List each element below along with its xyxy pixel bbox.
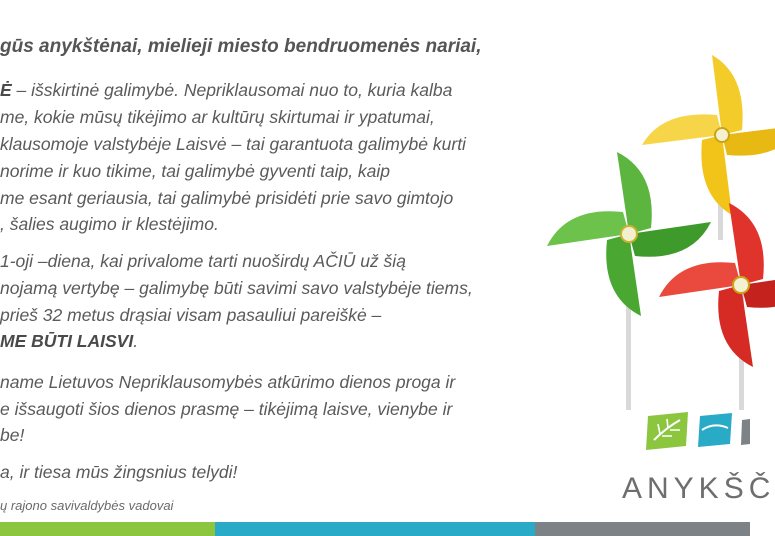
signature-line: ų rajono savivaldybės vadovai — [0, 498, 174, 513]
paragraph2-line3: prieš 32 metus drąsiai visam pasauliui pareiškė – — [0, 305, 382, 325]
paragraph1-line3: klausomoje valstybėje Laisvė – tai garantuota galimybė kurti — [0, 134, 466, 154]
paragraph1-line4: norime ir kuo tikime, tai galimybė gyventi taip, kaip — [0, 161, 391, 181]
paragraph1-line2: me, kokie mūsų tikėjimo ar kultūrų skirtumai ir ypatumai, — [0, 107, 435, 127]
paragraph1-line5: me esant geriausia, tai galimybė prisidėti prie savo gimtojo — [0, 188, 454, 208]
footer-bar-blue — [215, 522, 535, 536]
paragraph3-line2: e išsaugoti šios dienos prasmę – tikėjimą laisve, vienybe ir — [0, 399, 453, 419]
footer-bar-gray — [535, 522, 750, 536]
paragraph2-line4 — [0, 331, 138, 352]
logo-wave-icon — [698, 413, 732, 447]
pinwheel-yellow-icon — [642, 55, 775, 215]
paragraph1-bold: Ė — [0, 80, 12, 100]
paragraph2-line4-end: . — [133, 331, 139, 351]
paragraph2-line2: nojamą vertybę – galimybę būti savimi savo valstybėje tiems, — [0, 278, 473, 298]
footer-bar-green — [0, 522, 215, 536]
paragraph3-line3: be! — [0, 425, 25, 445]
paragraph2-line1: 1-oji –diena, kai privalome tarti nuoširdų AČIŪ už šią — [0, 251, 406, 271]
paragraph3-line1: name Lietuvos Nepriklausomybės atkūrimo dienos proga ir — [0, 372, 456, 392]
pinwheels-illustration — [530, 20, 750, 410]
closing-line: a, ir tiesa mūs žingsnius telydi! — [0, 462, 238, 482]
logo-wordmark: ANYKŠČ — [622, 472, 775, 505]
paragraph1-line6: , šalies augimo ir klestėjimo. — [0, 214, 219, 234]
greeting-line: gūs anykštėnai, mielieji miesto bendruomenės nariai, — [0, 36, 482, 57]
logo-leaf-icon — [646, 412, 688, 450]
paragraph2-bold: ME BŪTI LAISVI — [0, 331, 134, 351]
paragraph1-line1 — [0, 80, 452, 101]
paragraph1-line1-rest: – išskirtinė galimybė. Nepriklausomai nuo to, kuria kalba — [11, 80, 453, 100]
